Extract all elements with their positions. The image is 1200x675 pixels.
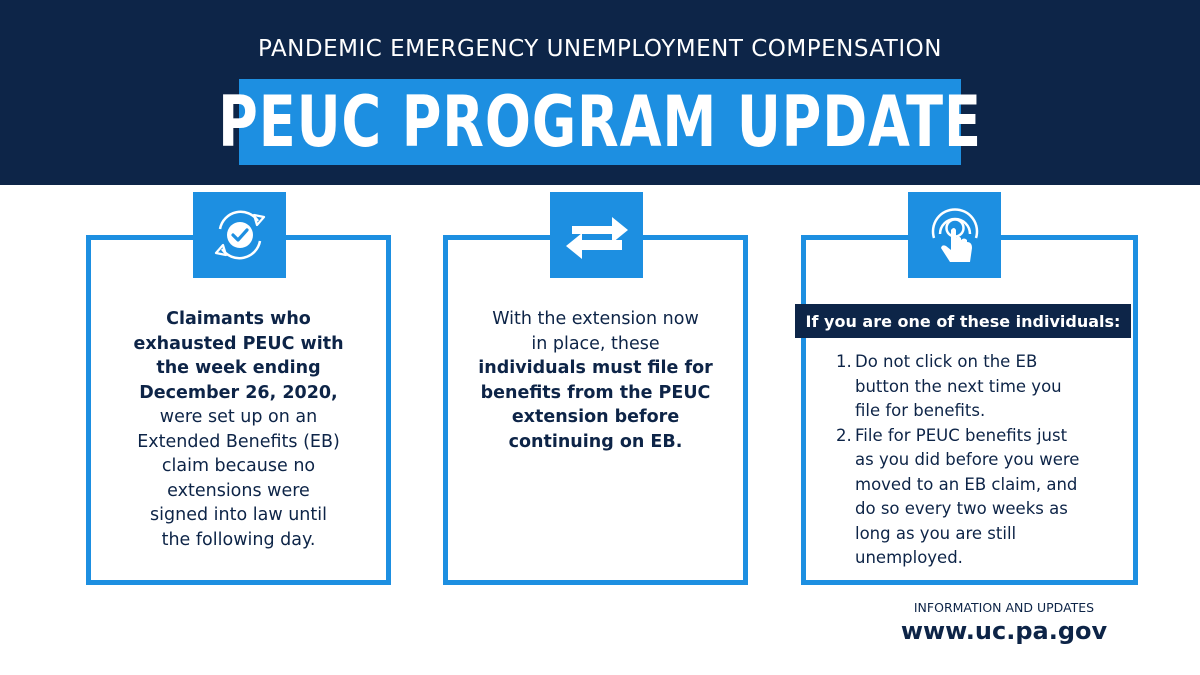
refresh-check-icon <box>193 192 286 278</box>
text-line: With the extension now <box>492 309 699 329</box>
header-band <box>0 0 1200 185</box>
text-line: button the next time you <box>855 376 1062 396</box>
text-line: as you did before you were <box>855 450 1080 469</box>
text-line: moved to an EB claim, and <box>855 474 1078 494</box>
info-card-exhausted <box>86 235 391 585</box>
individuals-banner: If you are one of these individuals: <box>795 304 1131 338</box>
text-line: the week ending <box>156 358 321 378</box>
text-line: continuing on EB. <box>508 431 683 452</box>
text-line: do so every two weeks as <box>855 499 1068 518</box>
step-number: 1. <box>836 352 852 371</box>
card-text <box>448 307 743 454</box>
list-item <box>836 350 1126 424</box>
text-line: the following day. <box>161 529 316 550</box>
page-title: PEUC PROGRAM UPDATE <box>218 81 982 163</box>
text-line: extension before <box>511 407 680 427</box>
text-line: exhausted PEUC with <box>133 333 344 354</box>
text-line: Do not click on the EB <box>855 352 1038 371</box>
text-line: unemployed. <box>855 548 963 567</box>
text-line: in place, these <box>531 333 660 354</box>
website-link[interactable]: www.uc.pa.gov <box>900 617 1108 645</box>
text-line: file for benefits. <box>855 401 986 420</box>
info-card-instructions <box>801 235 1138 585</box>
info-card-extension <box>443 235 748 585</box>
touch-tap-icon <box>908 192 1001 278</box>
card-text <box>91 307 386 552</box>
instruction-list <box>836 350 1126 571</box>
text-line: benefits from the PEUC <box>480 382 711 403</box>
text-line: individuals must file for <box>478 358 713 378</box>
text-line: long as you are still <box>855 523 1017 543</box>
title-banner <box>218 79 982 165</box>
list-item <box>836 424 1126 571</box>
swap-arrows-icon <box>550 192 643 278</box>
text-line: File for PEUC benefits just <box>855 425 1068 445</box>
text-line: December 26, 2020, <box>139 382 338 403</box>
step-number: 2. <box>836 425 852 445</box>
program-subtitle: PANDEMIC EMERGENCY UNEMPLOYMENT COMPENSATION <box>258 36 942 62</box>
text-line: claim because no <box>161 456 316 476</box>
text-line: extensions were <box>167 480 310 501</box>
text-line: Extended Benefits (EB) <box>137 431 340 452</box>
footer-label: INFORMATION AND UPDATES <box>913 600 1095 615</box>
text-line: signed into law until <box>150 505 327 525</box>
text-line: Claimants who <box>166 309 311 329</box>
text-line: were set up on an <box>159 407 318 427</box>
